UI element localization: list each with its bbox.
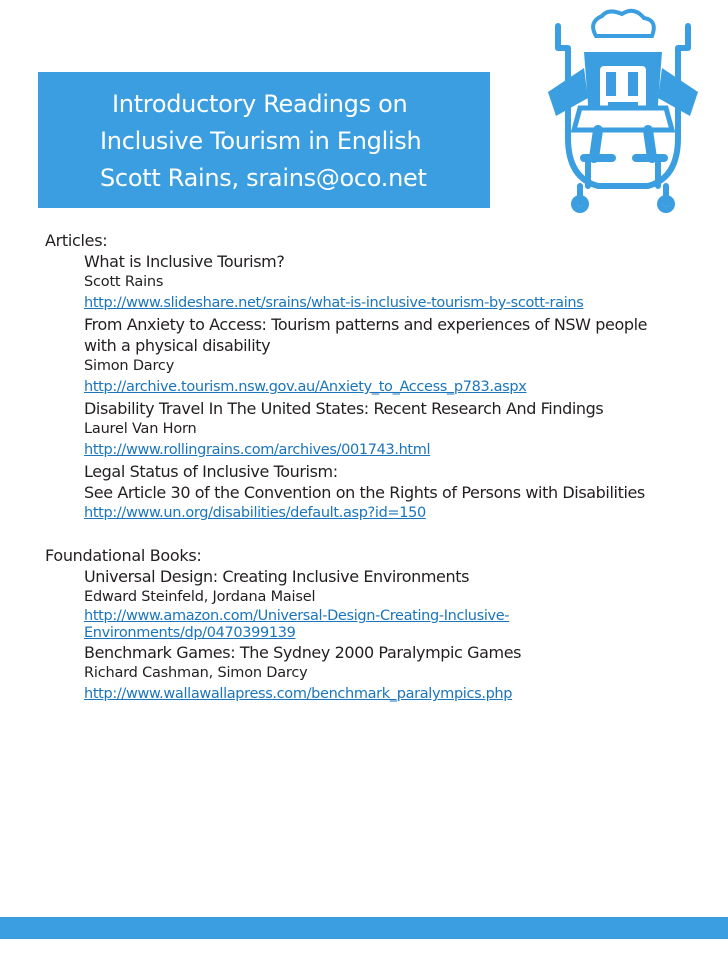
title-banner: [38, 72, 490, 208]
article-entry: [84, 461, 685, 524]
article-author: Simon Darcy: [84, 358, 175, 374]
books-heading: Foundational Books:: [45, 546, 202, 565]
article-link[interactable]: http://www.rollingrains.com/archives/001743.html: [84, 442, 431, 458]
article-entry: [84, 314, 685, 398]
book-authors: Edward Steinfeld, Jordana Maisel: [84, 589, 316, 605]
banner-title-line-1: Introductory Readings on: [112, 90, 408, 118]
articles-heading: Articles:: [45, 231, 108, 250]
article-link[interactable]: http://archive.tourism.nsw.gov.au/Anxiety_to_Access_p783.aspx: [84, 379, 527, 395]
article-link[interactable]: http://www.slideshare.net/srains/what-is-inclusive-tourism-by-scott-rains: [84, 295, 584, 311]
book-entry: [84, 566, 685, 642]
article-entry: [84, 398, 685, 461]
article-title: Legal Status of Inclusive Tourism:: [84, 462, 338, 481]
banner-author-contact: Scott Rains, srains@oco.net: [100, 164, 427, 192]
article-title: From Anxiety to Access: Tourism patterns and experiences of NSW people: [84, 315, 648, 334]
article-title: What is Inclusive Tourism?: [84, 252, 285, 271]
footer-bar: [0, 917, 728, 939]
book-authors: Richard Cashman, Simon Darcy: [84, 665, 308, 681]
banner-title-line-2: Inclusive Tourism in English: [100, 127, 422, 155]
article-author: Laurel Van Horn: [84, 421, 197, 437]
book-title: Universal Design: Creating Inclusive Environments: [84, 567, 470, 586]
article-title-continued: See Article 30 of the Convention on the Rights of Persons with Disabilities: [84, 483, 645, 502]
article-author: Scott Rains: [84, 274, 164, 290]
article-link[interactable]: http://www.un.org/disabilities/default.asp?id=150: [84, 505, 426, 521]
wheelchair-traveler-icon: [528, 8, 718, 214]
book-link[interactable]: http://www.wallawallapress.com/benchmark_paralympics.php: [84, 686, 513, 702]
articles-list: [84, 251, 685, 524]
article-title: Disability Travel In The United States: Recent Research And Findings: [84, 399, 604, 418]
book-title: Benchmark Games: The Sydney 2000 Paralympic Games: [84, 643, 522, 662]
book-link[interactable]: http://www.amazon.com/Universal-Design-Creating-Inclusive-: [84, 608, 510, 624]
article-entry: [84, 251, 685, 314]
article-title-continued: with a physical disability: [84, 336, 271, 355]
reading-list: [45, 230, 685, 705]
book-link-continued[interactable]: Environments/dp/0470399139: [84, 625, 296, 641]
book-entry: [84, 642, 685, 705]
books-list: [84, 566, 685, 705]
